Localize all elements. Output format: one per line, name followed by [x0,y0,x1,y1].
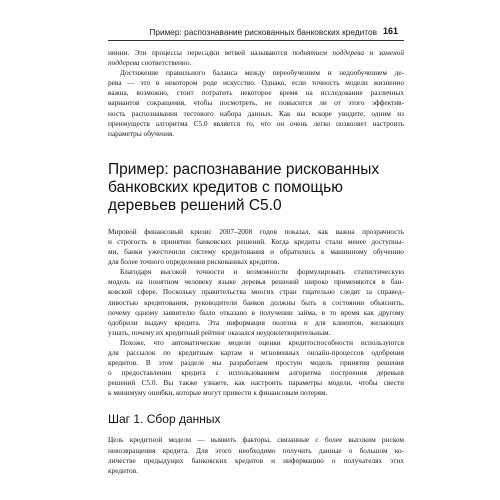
text-line: невозвращения кредита. Для этого необходимо получить данные о большом ко- [108,445,404,455]
heading-line: Пример: распознавание рискованных [108,160,380,178]
page-body [108,48,404,476]
page-number: 161 [383,26,399,36]
text-run: нинии. Эти процессы пересадки ветвей называются [108,48,293,57]
emphasis-term: заменой [378,48,404,57]
emphasis-term: поднятием поддерева [292,48,364,57]
emphasis-term: поддерева [108,58,140,68]
text-line: кредитов. В этом разделе мы разработаем простую модель принятия решения [108,358,404,368]
text-line: Похоже, что автоматические модели оценки кредитоспособности используются [120,337,404,347]
text-line: ливостью кредитования, руководители банков должны быть в состоянии объяснить, [108,297,404,307]
text-line: параметры обучения. [108,128,175,138]
text-line: к минимуму ошибки, которые могут привести к финансовым потерям. [108,388,328,398]
subsection-heading: Шаг 1. Сбор данных [108,412,221,427]
text-run: соответственно. [139,58,192,68]
text-line: узнать, почему их кредитный рейтинг оказался неудовлетворительным. [108,327,331,337]
text-line: Цель кредитной модели — выявить факторы, связанные с более высоким риском [108,435,404,445]
running-header-title: Пример: распознавание рискованных банковских кредитов [149,27,377,37]
heading-line: деревьев решений C5.0 [108,196,282,214]
text-line: преимуществ алгоритма C5.0 является то, что он очень легко позволяет настроить [108,118,404,128]
header-divider [108,40,404,41]
text-line: ность распознавания тестового набора данных. Как вы вскоре увидите, одним из [108,108,404,118]
heading-line: банковских кредитов с помощью [108,178,343,196]
text-line: личестве предыдущих банковских кредитов и информацию о получателях этих [108,455,404,465]
text-line: и строгость в принятии банковских решений. Когда кредиты стали менее доступны- [108,236,404,246]
text-line: почему одному заявителю было отказано в получении займа, в то время как другому [108,307,404,317]
text-line: ми, банки ужесточили систему кредитования и обратились к машинному обучению [108,247,404,257]
section-paragraph-3 [108,338,404,399]
section-paragraph-1 [108,227,404,267]
text-line: Мировой финансовый кризис 2007–2008 годов показал, как важна прозрачность [108,226,404,236]
text-line [108,48,404,58]
text-line: важна, возможно, стоит потратить некоторое время на исследование различных [108,88,404,98]
text-line: Благодаря высокой точности и возможности формулировать статистическую [120,267,404,277]
section-heading [108,161,404,215]
text-line: решений C5.0. Вы также узнаете, как настроить параметры модели, чтобы свести [108,378,404,388]
text-line [108,58,404,68]
text-line: вариантов сокращения, чтобы посмотреть, не повысится ли от этого эффектив- [108,98,404,108]
text-line: рева — это в некотором роде искусство. Однако, если точность модели жизненно [108,78,404,88]
intro-paragraph-2 [108,68,404,139]
text-line: для более точного определения рискованных кредитов. [108,257,280,267]
text-line: одобрили выдачу кредита. Эта информация полезна и для клиентов, желающих [108,317,404,327]
text-line: Достижение правильного баланса между переобучением и недообучением де- [120,68,404,78]
step1-paragraph-1 [108,435,404,475]
text-line: кредитов. [108,465,138,475]
text-run: и [364,48,379,57]
section-paragraph-2 [108,267,404,338]
text-line: о предоставлении кредита с использованием алгоритма построения деревьев [108,368,404,378]
text-line: модель на понятном человеку языке деревья решений широко применяются в бан- [108,277,404,287]
text-line: для рассылок по кредитным картам и мгновенных онлайн-процессов одобрения [108,347,404,357]
text-line: ковской сфере. Поскольку правительства многих стран тщательно следят за справед- [108,287,404,297]
intro-paragraph-1 [108,48,404,68]
